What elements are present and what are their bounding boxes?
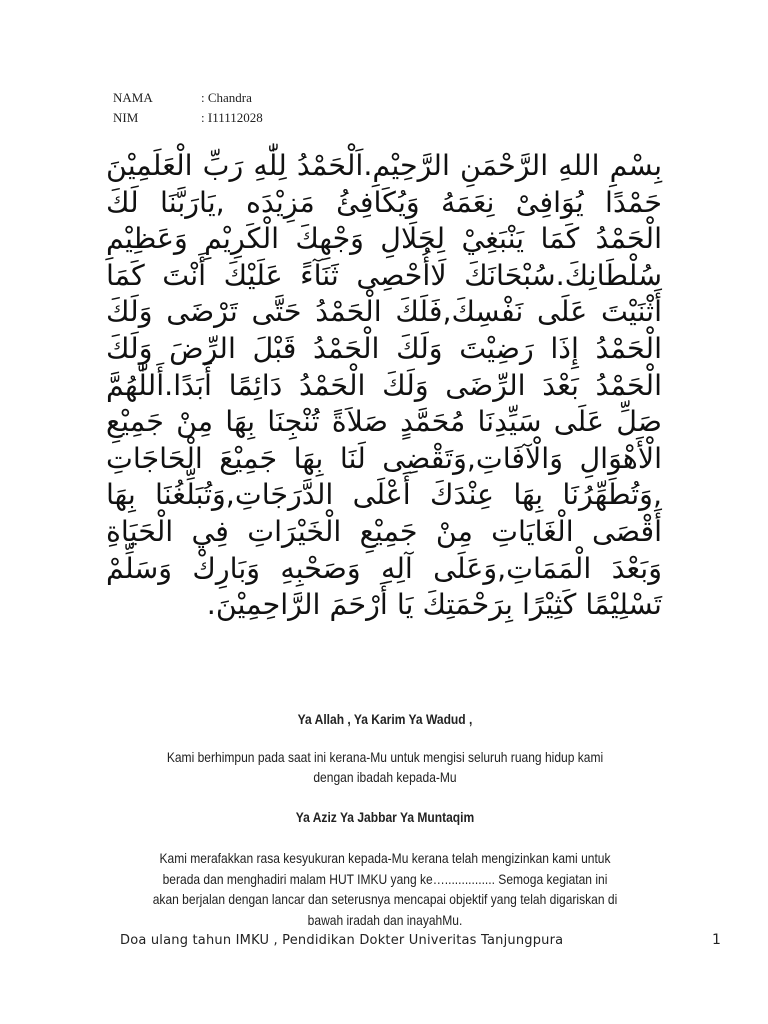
student-info (113, 88, 263, 128)
nim-value: : I11112028 (201, 110, 263, 125)
invocation-heading-1: Ya Allah , Ya Karim Ya Wadud , (297, 711, 473, 727)
nim-label: NIM (113, 110, 139, 125)
prayer-paragraph-2: Kami merafakkan rasa kesyukuran kepada-Mu kerana telah mengizinkan kami untuk berada dan menghadiri malam HUT IMKU yang ke…............... Semoga kegiatan ini akan berjalan dengan lancar dan seterusnya mencapai objektif yang telah digariskan di bawah iradah dan inayahMu. (152, 850, 618, 928)
arabic-prayer-text: بِسْمِ اللهِ الرَّحْمَنِ الرَّحِيْمِ.اَلْحَمْدُ لِلّٰهِ رَبِّ الْعَلَمِيْنَ حَمْدًا يُوَافِىْ نِعَمَهُ وَيُكَافِئُ مَزِيْدَه ,يَارَبَّنَا لَكَ الْحَمْدُ كَمَا يَنْبَغِيْ لِجَلَالِ وَجْهِكَ الْكَرِيْمِ وَعَظِيْمِ سُلْطَانِكَ.سُبْحَانَكَ لَاأُحْصِى ثَنَآءً عَلَيْكَ أَنْتَ كَمَا أَثْنَيْتَ عَلَى نَفْسِكَ,فَلَكَ الْحَمْدُ حَتَّى تَرْضَى وَلَكَ الْحَمْدُ إِذَا رَضِيْتَ وَلَكَ الْحَمْدُ قَبْلَ الرِّضَ وَلَكَ الْحَمْدُ بَعْدَ الرِّضَى وَلَكَ الْحَمْدُ دَائِمًا أَبَدًا.أَللّٰهُمَّ صَلِّ عَلَى سَيِّدِنَا مُحَمَّدٍ صَلاَةً تُنْجِنَا بِهَا مِنْ جَمِيْعِ الْأَهْوَالِ وَالْآفَاتِ,وَتَقْضِى لَنَا بِهَا جَمِيْعَ الْحَاجَاتِ ,وَتُطَهِّرُنَا بِهَا عِنْدَكَ أَعْلَى الدَّرَجَاتِ,وَتُبَلِّغُنَا بِهَا أَقْصَى الْغَايَاتِ مِنْ جَمِيْعِ الْخَيْرَاتِ فِي الْحَيَاةِ وَبَعْدَ الْمَمَاتِ,وَعَلَى آلِهِ وَصَحْبِهِ وَبَارِكْ وَسَلِّمْ تَسْلِيْمًا كَثِيْرًا بِرَحْمَتِكَ يَا أَرْحَمَ الرَّاحِمِيْنَ. (106, 149, 662, 622)
nim-row (113, 108, 263, 128)
name-label: NAMA (113, 90, 153, 105)
prayer-paragraph-1: Kami berhimpun pada saat ini kerana-Mu untuk mengisi seluruh ruang hidup kami dengan ibadah kepada-Mu (166, 749, 604, 785)
page-number: 1 (712, 932, 721, 948)
name-value: : Chandra (201, 90, 252, 105)
page-footer: Doa ulang tahun IMKU , Pendidikan Dokter Univeritas Tanjungpura (120, 933, 564, 948)
invocation-heading-2: Ya Aziz Ya Jabbar Ya Muntaqim (295, 809, 475, 825)
name-row (113, 88, 263, 108)
